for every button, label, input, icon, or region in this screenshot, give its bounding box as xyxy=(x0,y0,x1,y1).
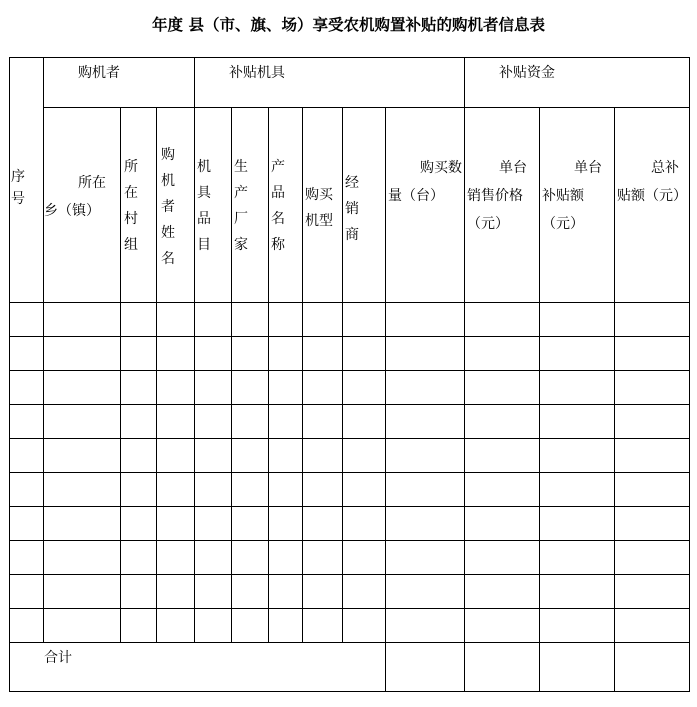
table-cell[interactable] xyxy=(269,337,303,371)
table-cell[interactable] xyxy=(121,371,157,405)
table-cell[interactable] xyxy=(465,439,540,473)
table-cell[interactable] xyxy=(615,473,690,507)
header-qty xyxy=(386,108,465,303)
table-cell[interactable] xyxy=(615,541,690,575)
table-cell[interactable] xyxy=(343,507,386,541)
table-cell[interactable] xyxy=(386,337,465,371)
table-cell[interactable] xyxy=(10,371,44,405)
table-cell[interactable] xyxy=(540,371,615,405)
table-row xyxy=(10,575,690,609)
table-cell[interactable] xyxy=(343,337,386,371)
buyer-info-table xyxy=(9,57,690,692)
header-model-label: 购买机型 xyxy=(305,187,333,229)
table-cell[interactable] xyxy=(615,337,690,371)
table-cell[interactable] xyxy=(303,507,343,541)
table-cell[interactable] xyxy=(540,507,615,541)
table-cell[interactable] xyxy=(121,507,157,541)
header-town xyxy=(44,108,121,303)
table-cell[interactable] xyxy=(157,405,195,439)
total-label: 合计 xyxy=(44,650,72,666)
table-cell[interactable] xyxy=(232,439,269,473)
table-cell[interactable] xyxy=(232,609,269,643)
table-cell[interactable] xyxy=(10,507,44,541)
table-cell[interactable] xyxy=(121,303,157,337)
header-qty-label: 购买数量（台） xyxy=(388,160,462,204)
total-unit-price-cell[interactable] xyxy=(465,643,540,692)
table-cell[interactable] xyxy=(386,473,465,507)
table-cell[interactable] xyxy=(386,303,465,337)
table-cell[interactable] xyxy=(465,541,540,575)
table-cell[interactable] xyxy=(232,507,269,541)
table-cell[interactable] xyxy=(540,405,615,439)
table-cell[interactable] xyxy=(10,337,44,371)
header-town-label: 所在乡（镇） xyxy=(44,175,106,219)
group-buyer-label: 购机者 xyxy=(78,65,120,81)
table-row xyxy=(10,507,690,541)
table-cell[interactable] xyxy=(44,575,121,609)
table-cell[interactable] xyxy=(303,575,343,609)
table-cell[interactable] xyxy=(303,405,343,439)
table-cell[interactable] xyxy=(44,303,121,337)
page-title: 年度 县（市、旗、场）享受农机购置补贴的购机者信息表 xyxy=(152,16,545,34)
table-cell[interactable] xyxy=(10,609,44,643)
table-cell[interactable] xyxy=(303,541,343,575)
table-cell[interactable] xyxy=(303,439,343,473)
table-cell[interactable] xyxy=(269,541,303,575)
table-cell[interactable] xyxy=(232,303,269,337)
total-subsidy-cell[interactable] xyxy=(615,643,690,692)
table-cell[interactable] xyxy=(232,371,269,405)
table-cell[interactable] xyxy=(44,405,121,439)
table-cell[interactable] xyxy=(10,439,44,473)
header-dealer-label: 经销商 xyxy=(345,175,359,243)
table-cell[interactable] xyxy=(386,405,465,439)
table-cell[interactable] xyxy=(232,541,269,575)
table-cell[interactable] xyxy=(157,507,195,541)
header-unit-price-label: 单台销售价格（元） xyxy=(467,160,527,232)
table-body xyxy=(10,303,690,643)
table-cell[interactable] xyxy=(303,303,343,337)
table-cell[interactable] xyxy=(232,337,269,371)
header-item-label: 机具品目 xyxy=(197,159,211,253)
header-village-label: 所在村组 xyxy=(124,159,138,253)
table-cell[interactable] xyxy=(615,371,690,405)
table-cell[interactable] xyxy=(465,371,540,405)
header-maker-label: 生产厂家 xyxy=(234,159,248,253)
table-cell[interactable] xyxy=(44,337,121,371)
group-machine xyxy=(195,58,465,108)
table-cell[interactable] xyxy=(157,337,195,371)
header-buyer-name xyxy=(157,108,195,303)
table-cell[interactable] xyxy=(195,439,232,473)
table-cell[interactable] xyxy=(465,405,540,439)
group-machine-label: 补贴机具 xyxy=(229,65,285,81)
header-unit-subsidy xyxy=(540,108,615,303)
table-cell[interactable] xyxy=(540,337,615,371)
header-total-subsidy xyxy=(615,108,690,303)
table-cell[interactable] xyxy=(540,541,615,575)
table-cell[interactable] xyxy=(343,405,386,439)
header-seq xyxy=(10,58,44,303)
table-cell[interactable] xyxy=(386,541,465,575)
table-cell[interactable] xyxy=(343,541,386,575)
table-cell[interactable] xyxy=(269,575,303,609)
table-cell[interactable] xyxy=(386,371,465,405)
table-cell[interactable] xyxy=(232,405,269,439)
table-row xyxy=(10,541,690,575)
table-cell[interactable] xyxy=(195,609,232,643)
table-cell[interactable] xyxy=(195,541,232,575)
table-cell[interactable] xyxy=(121,541,157,575)
table-cell[interactable] xyxy=(615,405,690,439)
table-cell[interactable] xyxy=(195,507,232,541)
table-cell[interactable] xyxy=(195,337,232,371)
table-cell[interactable] xyxy=(615,609,690,643)
table-cell[interactable] xyxy=(540,473,615,507)
table-cell[interactable] xyxy=(303,473,343,507)
table-cell[interactable] xyxy=(157,541,195,575)
header-product xyxy=(269,108,303,303)
table-cell[interactable] xyxy=(269,371,303,405)
table-cell[interactable] xyxy=(465,507,540,541)
table-cell[interactable] xyxy=(343,575,386,609)
table-cell[interactable] xyxy=(615,303,690,337)
table-cell[interactable] xyxy=(386,575,465,609)
table-cell[interactable] xyxy=(615,507,690,541)
table-cell[interactable] xyxy=(44,541,121,575)
header-model xyxy=(303,108,343,303)
table-cell[interactable] xyxy=(465,303,540,337)
table-row xyxy=(10,371,690,405)
header-seq-label: 序号 xyxy=(11,169,25,207)
header-dealer xyxy=(343,108,386,303)
table-cell[interactable] xyxy=(343,303,386,337)
table-cell[interactable] xyxy=(157,439,195,473)
table-cell[interactable] xyxy=(386,609,465,643)
table-row xyxy=(10,405,690,439)
table-cell[interactable] xyxy=(269,303,303,337)
table-row xyxy=(10,609,690,643)
total-unit-subsidy-cell[interactable] xyxy=(540,643,615,692)
table-cell[interactable] xyxy=(121,337,157,371)
table-cell[interactable] xyxy=(195,473,232,507)
table-cell[interactable] xyxy=(465,337,540,371)
header-unit-price xyxy=(465,108,540,303)
group-buyer xyxy=(44,58,195,108)
table-cell[interactable] xyxy=(615,575,690,609)
table-cell[interactable] xyxy=(540,609,615,643)
table-cell[interactable] xyxy=(343,371,386,405)
table-cell[interactable] xyxy=(10,405,44,439)
table-cell[interactable] xyxy=(121,405,157,439)
table-cell[interactable] xyxy=(465,575,540,609)
table-row xyxy=(10,439,690,473)
table-cell[interactable] xyxy=(269,439,303,473)
table-cell[interactable] xyxy=(343,473,386,507)
table-cell[interactable] xyxy=(157,371,195,405)
table-cell[interactable] xyxy=(269,609,303,643)
table-cell[interactable] xyxy=(44,473,121,507)
table-cell[interactable] xyxy=(540,575,615,609)
table-cell[interactable] xyxy=(121,439,157,473)
table-cell[interactable] xyxy=(121,609,157,643)
table-cell[interactable] xyxy=(121,473,157,507)
table-cell[interactable] xyxy=(195,371,232,405)
table-cell[interactable] xyxy=(269,473,303,507)
total-row-label-cell xyxy=(10,643,386,692)
header-maker xyxy=(232,108,269,303)
table-cell[interactable] xyxy=(157,609,195,643)
table-cell[interactable] xyxy=(195,575,232,609)
table-cell[interactable] xyxy=(269,405,303,439)
total-qty-cell[interactable] xyxy=(386,643,465,692)
table-cell[interactable] xyxy=(540,303,615,337)
group-fund xyxy=(465,58,690,108)
header-product-label: 产品名称 xyxy=(271,159,285,253)
table-row xyxy=(10,303,690,337)
table-cell[interactable] xyxy=(195,405,232,439)
table-cell[interactable] xyxy=(303,337,343,371)
table-cell[interactable] xyxy=(303,609,343,643)
header-item xyxy=(195,108,232,303)
table-cell[interactable] xyxy=(44,439,121,473)
table-cell[interactable] xyxy=(232,473,269,507)
table-cell[interactable] xyxy=(303,371,343,405)
table-cell[interactable] xyxy=(343,439,386,473)
table-cell[interactable] xyxy=(465,473,540,507)
table-cell[interactable] xyxy=(10,575,44,609)
table-cell[interactable] xyxy=(121,575,157,609)
table-row xyxy=(10,337,690,371)
header-unit-subsidy-label: 单台补贴额（元） xyxy=(542,160,602,232)
table-cell[interactable] xyxy=(44,371,121,405)
table-cell[interactable] xyxy=(615,439,690,473)
table-cell[interactable] xyxy=(44,609,121,643)
table-cell[interactable] xyxy=(232,575,269,609)
table-cell[interactable] xyxy=(540,439,615,473)
header-total-subsidy-label: 总补贴额（元） xyxy=(617,160,687,204)
table-cell[interactable] xyxy=(157,473,195,507)
table-cell[interactable] xyxy=(343,609,386,643)
header-village xyxy=(121,108,157,303)
table-cell[interactable] xyxy=(44,507,121,541)
table-cell[interactable] xyxy=(195,303,232,337)
table-cell[interactable] xyxy=(157,303,195,337)
table-cell[interactable] xyxy=(10,473,44,507)
header-buyer-name-label: 购机者姓名 xyxy=(161,147,175,267)
table-row xyxy=(10,473,690,507)
table-cell[interactable] xyxy=(157,575,195,609)
table-cell[interactable] xyxy=(465,609,540,643)
table-cell[interactable] xyxy=(269,507,303,541)
table-cell[interactable] xyxy=(10,303,44,337)
table-cell[interactable] xyxy=(10,541,44,575)
table-cell[interactable] xyxy=(386,507,465,541)
table-cell[interactable] xyxy=(386,439,465,473)
group-fund-label: 补贴资金 xyxy=(499,65,555,81)
